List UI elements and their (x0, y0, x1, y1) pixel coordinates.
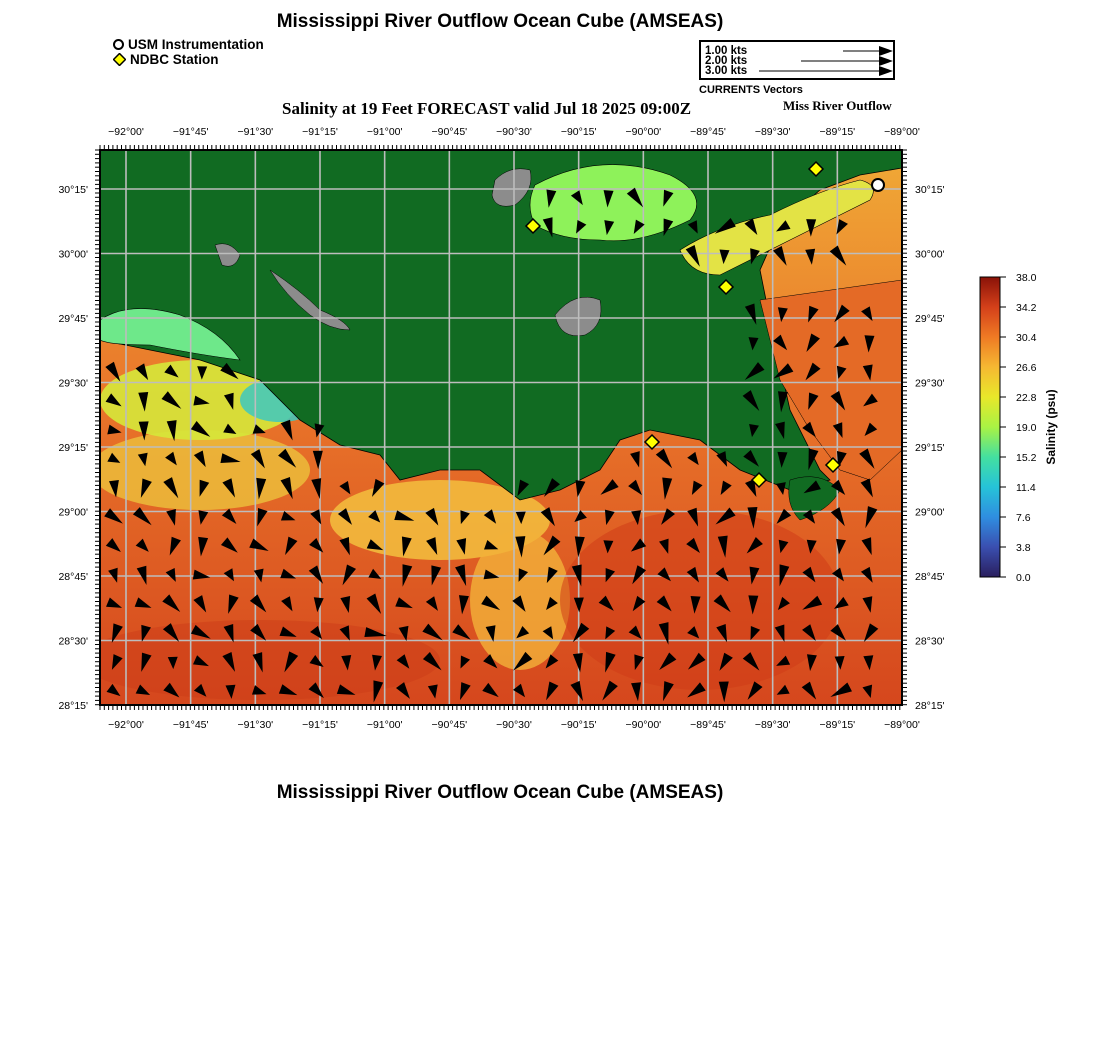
lon-tick-label: −89°00' (884, 126, 920, 138)
lon-tick-label: −89°45' (690, 126, 726, 138)
lat-tick-labels-left (58, 184, 88, 712)
page-title-repeat: Mississippi River Outflow Ocean Cube (AMSEAS) (276, 782, 724, 803)
colorbar-tick-label: 38.0 (1016, 272, 1037, 284)
lon-tick-label: −90°30' (496, 719, 532, 731)
lon-tick-label: −90°30' (496, 126, 532, 138)
lat-tick-labels-right (915, 184, 945, 712)
lon-tick-label: −90°15' (560, 719, 597, 731)
lat-tick-label: 29°00' (915, 506, 945, 519)
lat-tick-label: 30°15' (58, 184, 88, 196)
vector-legend-label-1: 1.00 kts (705, 45, 748, 57)
region-label: Miss River Outflow (783, 98, 892, 113)
lon-tick-labels-top (108, 126, 920, 138)
colorbar-tick-label: 26.6 (1016, 362, 1037, 374)
colorbar-ramp (980, 277, 1000, 577)
legend-ndbc-label: NDBC Station (130, 52, 219, 67)
lon-tick-label: −92°00' (108, 719, 144, 731)
lon-tick-label: −90°00' (625, 126, 662, 138)
lon-tick-label: −91°30' (237, 719, 274, 731)
colorbar-tick-label: 34.2 (1016, 302, 1037, 314)
colorbar-tick-label: 15.2 (1016, 452, 1037, 464)
page-title: Mississippi River Outflow Ocean Cube (AMSEAS) (276, 11, 724, 32)
lat-tick-label: 30°00' (58, 248, 88, 261)
vector-legend-label-2: 2.00 kts (705, 55, 748, 67)
lat-tick-label: 29°30' (58, 377, 88, 390)
lon-tick-label: −90°45' (431, 719, 468, 731)
colorbar-tick-label: 19.0 (1016, 422, 1037, 434)
legend-usm-label: USM Instrumentation (128, 37, 264, 52)
lat-tick-label: 29°15' (58, 442, 88, 454)
lat-tick-label: 29°15' (915, 442, 945, 454)
lon-tick-label: −90°45' (431, 126, 468, 138)
lat-tick-label: 29°45' (915, 313, 945, 325)
lat-tick-label: 28°15' (58, 700, 88, 712)
lon-tick-label: −89°15' (819, 126, 856, 138)
lat-tick-label: 28°15' (915, 700, 945, 712)
lon-tick-label: −89°15' (819, 719, 856, 731)
colorbar-ticks (1000, 272, 1037, 584)
lon-tick-label: −90°00' (625, 719, 662, 731)
colorbar-tick-label: 22.8 (1016, 392, 1037, 404)
vector-legend-caption: CURRENTS Vectors (699, 84, 803, 96)
lat-tick-label: 28°30' (58, 635, 88, 648)
map-subtitle: Salinity at 19 Feet FORECAST valid Jul 18 2025 09:00Z (282, 99, 692, 118)
lat-tick-label: 28°30' (915, 635, 945, 648)
usm-station-marker (872, 179, 884, 191)
colorbar-tick-label: 11.4 (1016, 482, 1036, 494)
lon-tick-label: −91°45' (172, 126, 209, 138)
colorbar-tick-label: 7.6 (1016, 512, 1031, 524)
lon-tick-labels-bottom (108, 719, 920, 731)
vector-legend-label-3: 3.00 kts (705, 65, 748, 77)
lat-tick-label: 30°15' (915, 184, 945, 196)
lon-tick-label: −89°45' (690, 719, 726, 731)
lon-tick-label: −91°45' (172, 719, 209, 731)
colorbar-title: Salinity (psu) (1044, 389, 1058, 465)
lon-tick-label: −91°00' (366, 126, 403, 138)
lat-tick-label: 29°30' (915, 377, 945, 390)
salinity-colorbar (980, 272, 1058, 584)
lon-tick-label: −90°15' (560, 126, 597, 138)
lon-tick-label: −92°00' (108, 126, 144, 138)
map-plot-area (80, 150, 902, 705)
lat-tick-label: 29°45' (58, 313, 88, 325)
lon-tick-label: −91°00' (366, 719, 403, 731)
colorbar-tick-label: 3.8 (1016, 542, 1031, 554)
lon-tick-label: −91°30' (237, 126, 274, 138)
colorbar-tick-label: 30.4 (1016, 332, 1037, 344)
colorbar-tick-label: 0.0 (1016, 572, 1031, 584)
lat-tick-label: 29°00' (58, 506, 88, 519)
lon-tick-label: −91°15' (302, 126, 338, 138)
lat-tick-label: 28°45' (58, 571, 88, 583)
lon-tick-label: −91°15' (302, 719, 338, 731)
lon-tick-label: −89°30' (754, 126, 791, 138)
lat-tick-label: 28°45' (915, 571, 945, 583)
lon-tick-label: −89°00' (884, 719, 920, 731)
salinity-patch-west (90, 430, 310, 510)
lat-tick-label: 30°00' (915, 248, 945, 261)
lon-tick-label: −89°30' (754, 719, 791, 731)
